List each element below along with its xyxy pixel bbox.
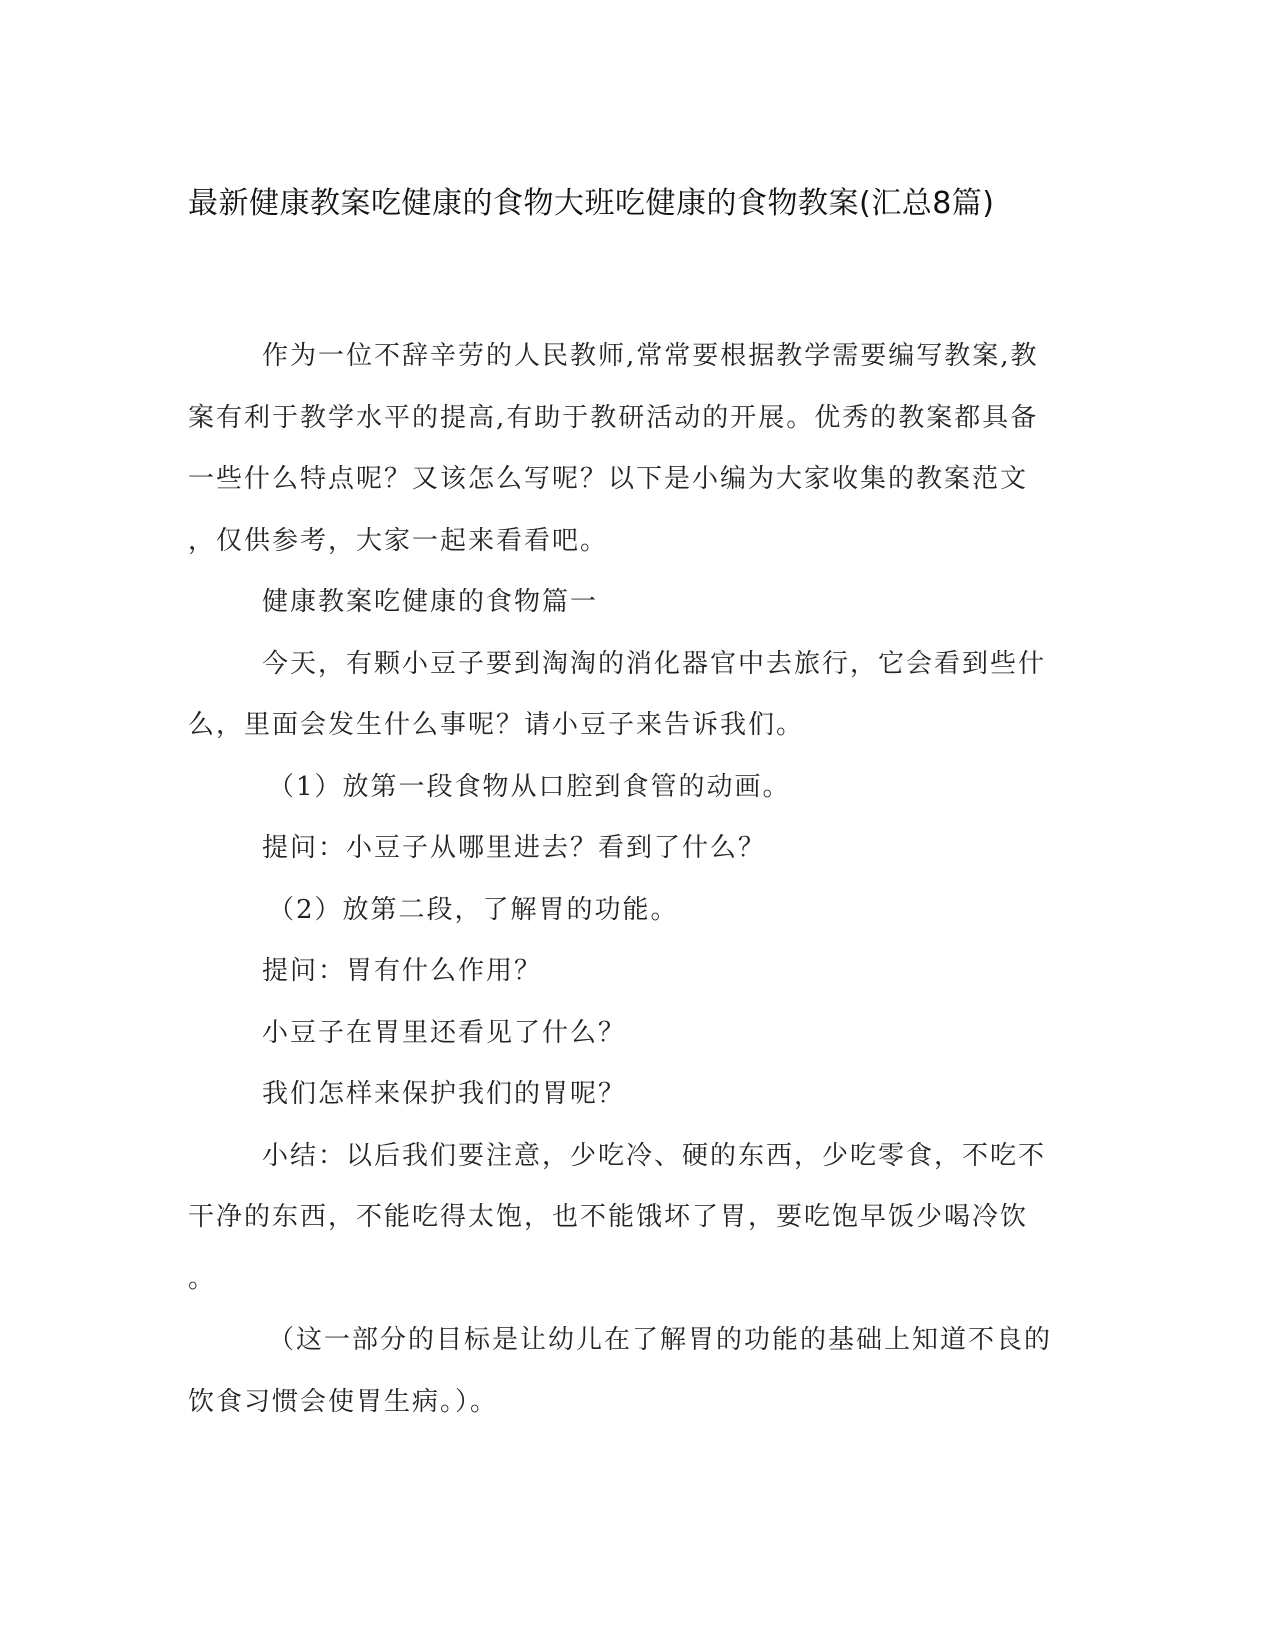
summary-line: 小结：以后我们要注意，少吃冷、硬的东西，少吃零食，不吃不 — [262, 1140, 1047, 1171]
question-line: 提问：小豆子从哪里进去？看到了什么？ — [262, 833, 767, 863]
summary-line: 干净的东西，不能吃得太饱，也不能饿坏了胃，要吃饱早饭少喝冷饮 — [188, 1202, 1029, 1232]
page-title: 最新健康教案吃健康的食物大班吃健康的食物教案(汇总8篇) — [188, 186, 995, 221]
paragraph-line: 一些什么特点呢？又该怎么写呢？以下是小编为大家收集的教案范文 — [188, 464, 1029, 494]
step-item: （1）放第一段食物从口腔到食管的动画。 — [268, 771, 791, 802]
paragraph-line: 今天，有颗小豆子要到淘淘的消化器官中去旅行，它会看到些什 — [262, 648, 1047, 679]
paragraph-line: ，仅供参考，大家一起来看看吧。 — [188, 525, 609, 556]
paragraph-line: 么，里面会发生什么事呢？请小豆子来告诉我们。 — [188, 710, 805, 740]
paragraph-line: 作为一位不辞辛劳的人民教师,常常要根据教学需要编写教案,教 — [262, 341, 1039, 371]
note-line: （这一部分的目标是让幼儿在了解胃的功能的基础上知道不良的 — [268, 1325, 1053, 1355]
step-item: （2）放第二段，了解胃的功能。 — [268, 894, 679, 925]
question-line: 提问：胃有什么作用？ — [262, 956, 543, 986]
section-heading: 健康教案吃健康的食物篇一 — [262, 587, 599, 617]
note-line: 饮食习惯会使胃生病。）。 — [188, 1386, 499, 1417]
question-line: 小豆子在胃里还看见了什么？ — [262, 1017, 627, 1048]
document-body — [188, 326, 1076, 1433]
paragraph-line: 案有利于教学水平的提高,有助于教研活动的开展。优秀的教案都具备 — [188, 402, 1039, 433]
question-line: 我们怎样来保护我们的胃呢？ — [262, 1079, 627, 1109]
summary-line: 。 — [188, 1263, 217, 1294]
